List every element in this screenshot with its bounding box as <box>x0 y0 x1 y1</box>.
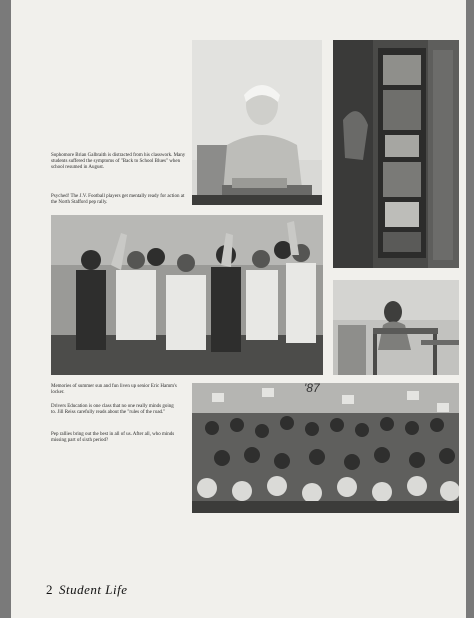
caption-drivers-education: Drivers Education is one class that no one really minds going to. Jill Reiss carefully reads about the "rules of the road." <box>51 404 174 415</box>
photo-jv-football <box>51 215 323 375</box>
photo-drivers-education <box>333 280 459 375</box>
page-number: 2 <box>46 582 53 597</box>
page-footer <box>46 582 127 598</box>
caption-locker-memories: Memories of summer sun and fun liven up senior Eric Hamm's locker. <box>51 384 177 395</box>
yearbook-page <box>11 0 466 618</box>
banner-text: '87 <box>304 383 320 395</box>
photo-pep-rally-crowd <box>192 383 459 513</box>
photo-student-at-desk <box>192 40 322 205</box>
section-title: Student Life <box>59 582 128 597</box>
caption-brian-galbraith: Sophomore Brian Galbraith is distracted from his classwork. Many students suffered the symptoms of "Back to School Blues" when school resumed in August. <box>51 153 186 170</box>
photo-locker <box>333 40 459 268</box>
caption-jv-football: Psyched! The J.V. Football players get mentally ready for action at the North Stafford pep rally. <box>51 194 185 205</box>
caption-pep-rallies: Pep rallies bring out the best in all of us. After all, who minds missing part of sixth period? <box>51 432 175 443</box>
